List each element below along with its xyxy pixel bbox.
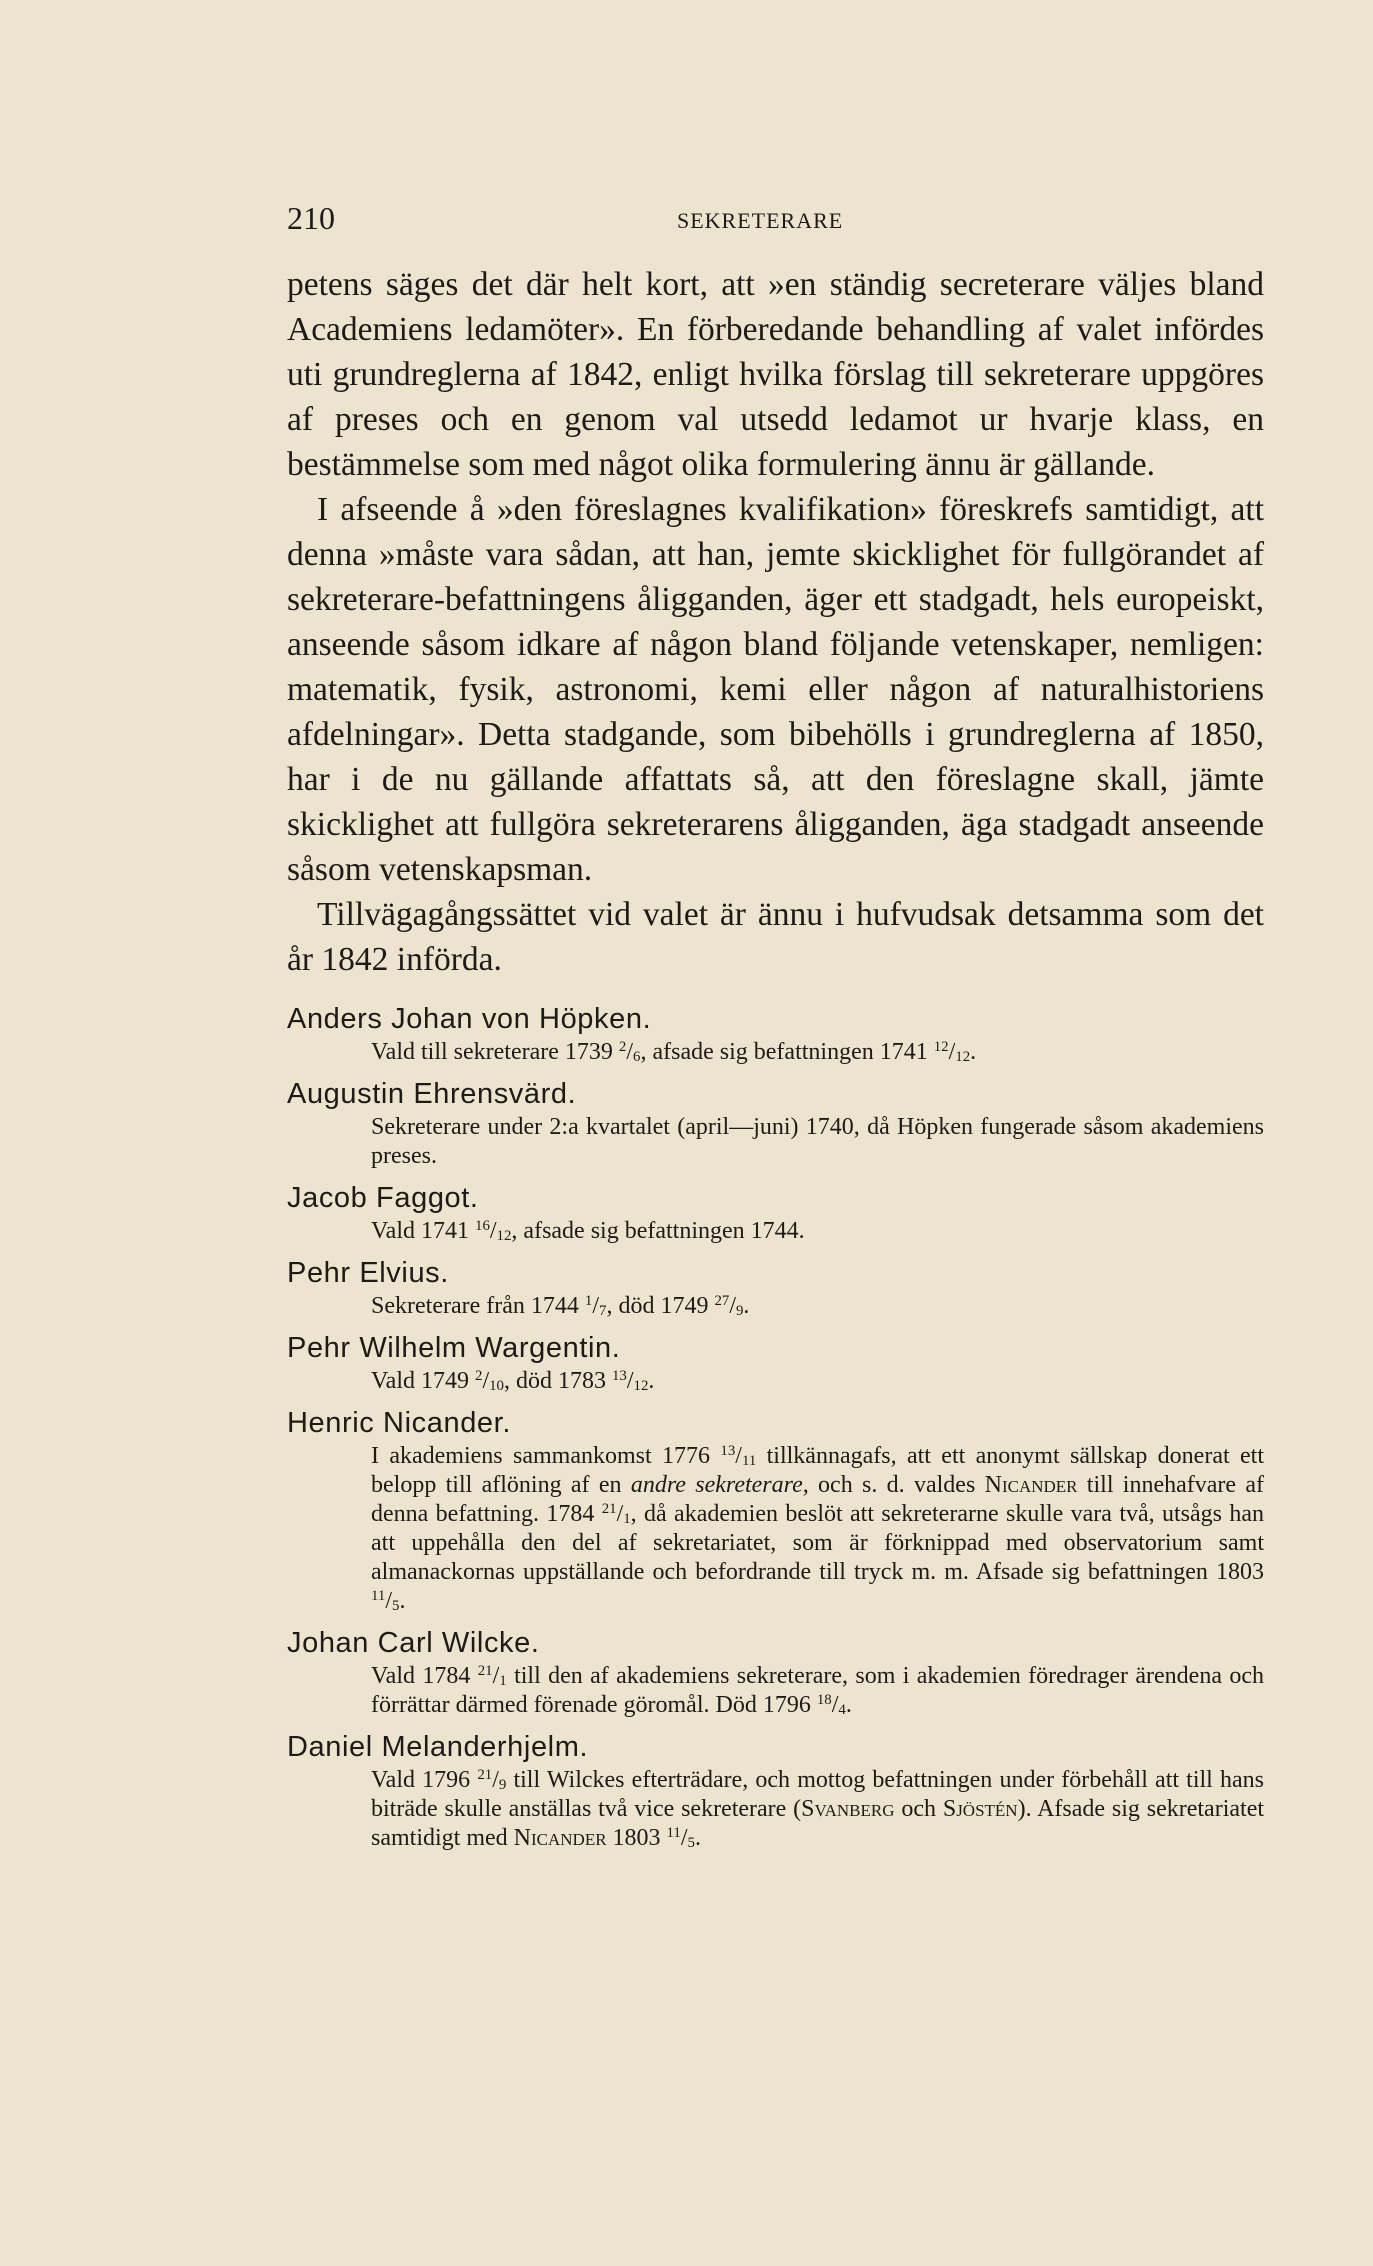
entry-name: Pehr Wilhelm Wargentin. (287, 1332, 621, 1364)
paragraph: I afseende å »den föreslagnes kvalifikation» föreskrefs samtidigt, att denna »måste vara sådan, att han, jemte skicklighet för fullgörandet af sekreterare-befattningens åligganden, äger ett stadgadt, hels europeiskt, anseende såsom idkare af någon bland följande vetenskaper, nemligen: matematik, fysik, astronomi, kemi eller någon af naturalhistoriens afdelningar». Detta stadgande, som bibehölls i grundreglerna af 1850, har i de nu gällande affattats så, att den föreslagne skall, jämte skicklighet att fullgöra sekreterarens åligganden, äga stadgadt anseende såsom vetenskapsman. (287, 491, 1264, 888)
secretary-entry (287, 1329, 1264, 1396)
entry-name: Anders Johan von Höpken. (287, 1003, 652, 1035)
entry-name: Pehr Elvius. (287, 1257, 449, 1289)
secretary-entry (287, 1254, 1264, 1321)
page-number: 210 (287, 200, 335, 236)
page-header (287, 200, 1264, 250)
body-text (287, 262, 1264, 982)
secretary-entry (287, 1179, 1264, 1246)
entry-description: Sekreterare under 2:a kvartalet (april—juni) 1740, då Höpken fungerade såsom akademiens preses. (371, 1114, 1264, 1169)
secretary-entry (287, 1404, 1264, 1616)
secretary-entry (287, 1075, 1264, 1171)
paragraph: petens säges det där helt kort, att »en ständig secreterare väljes bland Academiens ledamöter». En förberedande behandling af valet infördes uti grundreglerna af 1842, enligt hvilka förslag till sekreterare uppgöres af preses och en genom val utsedd ledamot ur hvarje klass, en bestämmelse som med något olika formulering ännu är gällande. (287, 266, 1264, 483)
paragraph: Tillvägagångssättet vid valet är ännu i hufvudsak detsamma som det år 1842 införda. (287, 896, 1264, 978)
entry-description: Sekreterare från 1744 $^1/_7$, död 1749 $^{27}/_9$. (371, 1292, 750, 1320)
entry-name: Henric Nicander. (287, 1407, 511, 1439)
running-head: SEKRETERARE (677, 208, 844, 233)
entry-name: Augustin Ehrensvärd. (287, 1078, 577, 1110)
secretary-entry (287, 1624, 1264, 1720)
entry-name: Daniel Melanderhjelm. (287, 1731, 589, 1763)
entry-description: Vald 1796 $^{21}/_9$ till Wilckes efterträdare, och mottog befattningen under förbehåll att till hans biträde skulle anställas två vice sekreterare (Svanberg och Sjöstén). Afsade sig sekretariatet samtidigt med Nicander 1803 $^{11}/_5$. (371, 1766, 1265, 1852)
entry-description: Vald 1784 $^{21}/_1$ till den af akademiens sekreterare, som i akademien föredrager ärendena och förrättar därmed förenade göromål. Död 1796 $^{18}/_4$. (371, 1662, 1264, 1719)
secretary-list (287, 1000, 1264, 1861)
entry-name: Jacob Faggot. (287, 1182, 479, 1214)
secretary-entry (287, 1728, 1264, 1853)
secretary-entry (287, 1000, 1264, 1067)
entry-description: Vald 1749 $^2/_{10}$, död 1783 $^{13}/_{12}$. (371, 1367, 655, 1395)
entry-description: Vald till sekreterare 1739 $^2/_6$, afsade sig befattningen 1741 $^{12}/_{12}$. (371, 1038, 977, 1066)
entry-description: I akademiens sammankomst 1776 $^{13}/_{11}$ tillkännagafs, att ett anonymt sällskap donerat ett belopp till aflöning af en andre sekreterare, och s. d. valdes Nicander till innehafvare af denna befattning. 1784 $^{21}/_1$, då akademien beslöt att sekreterarne skulle vara två, utsågs han att uppehålla den del af sekretariatet, som är förknippad med observatorium samt almanackornas uppställande och befordrande till tryck m. m. Afsade sig befattningen 1803 $^{11}/_5$. (371, 1442, 1265, 1615)
entry-description: Vald 1741 $^{16}/_{12}$, afsade sig befattningen 1744. (371, 1217, 805, 1245)
entry-name: Johan Carl Wilcke. (287, 1627, 540, 1659)
